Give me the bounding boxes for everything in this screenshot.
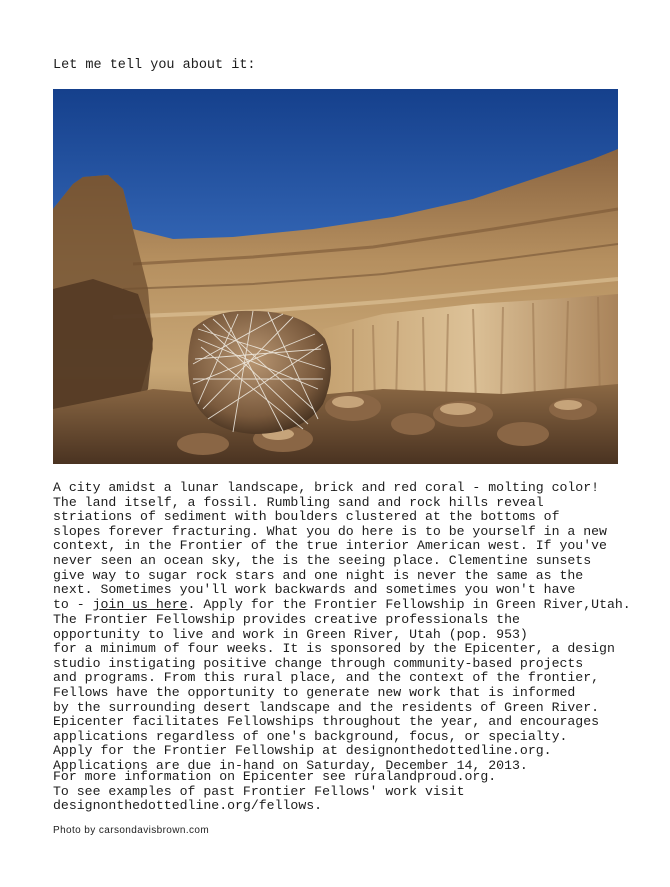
paragraph-line: designonthedottedline.org/fellows. [53,798,323,814]
landscape-photo [53,89,618,464]
paragraph-line: For more information on Epicenter see ruralandproud.org. [53,769,497,784]
paragraph-line: context, in the Frontier of the true interior American west. If you've [53,538,607,554]
intro-text: Let me tell you about it: [53,58,256,73]
paragraph-line: striations of sediment with boulders clustered at the bottoms of [53,509,560,525]
paragraph-fellowship [53,613,628,774]
photo-credit: Photo by carsondavisbrown.com [53,825,210,836]
paragraph-line: Applications are due in-hand on Saturday, December 14, 2013. [53,757,528,773]
paragraph-landscape [53,480,631,612]
join-us-link[interactable]: join us here [92,596,188,612]
paragraph-line: applications regardless of one's background, focus, or specialty. [53,728,568,744]
paragraph-line: Fellows have the opportunity to generate new work that is informed [53,684,576,700]
paragraph-more-info [53,770,628,814]
paragraph-line: The Frontier Fellowship provides creative professionals the [53,612,520,627]
paragraph-line: for a minimum of four weeks. It is sponsored by the Epicenter, a design [53,641,615,657]
paragraph-line: To see examples of past Frontier Fellows' work visit [53,783,465,799]
paragraph-line: Apply for the Frontier Fellowship at designonthedottedline.org. [53,743,552,759]
paragraph-line: give way to sugar rock stars and one night is never the same as the [53,567,584,583]
line-prefix: to - [53,596,93,612]
paragraph-line: A city amidst a lunar landscape, brick and red coral - molting color! [53,480,600,495]
paragraph-line: and programs. From this rural place, and the context of the frontier, [53,670,600,686]
paragraph-line: never seen an ocean sky, the is the seeing place. Clementine sunsets [53,552,592,568]
paragraph-line: studio instigating positive change through community-based projects [53,655,584,671]
landscape-illustration [53,89,618,464]
line-suffix: . Apply for the Frontier Fellowship in Green River,Utah. [187,596,631,612]
paragraph-line: slopes forever fracturing. What you do here is to be yourself in a new [53,523,607,539]
paragraph-line: Epicenter facilitates Fellowships throughout the year, and encourages [53,714,600,730]
paragraph-line: by the surrounding desert landscape and the residents of Green River. [53,699,600,715]
paragraph-line: next. Sometimes you'll work backwards and sometimes you won't have [53,582,576,598]
paragraph-line: The land itself, a fossil. Rumbling sand and rock hills reveal [53,494,544,510]
paragraph-last-line [53,596,631,613]
paragraph-line: opportunity to live and work in Green River, Utah (pop. 953) [53,626,528,642]
